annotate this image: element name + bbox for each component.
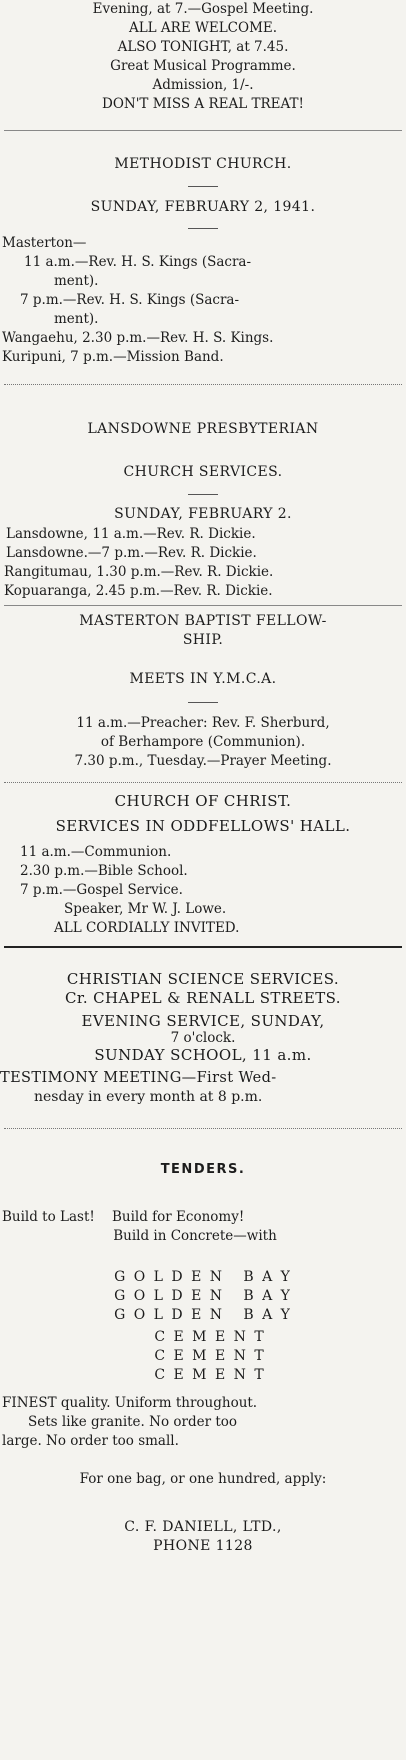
service-line: Speaker, Mr W. J. Lowe. <box>64 901 227 917</box>
service-line: 11 a.m.—Communion. <box>20 844 172 860</box>
divider <box>4 130 402 131</box>
methodist-date-wrap <box>0 198 406 217</box>
service-line: Lansdowne.—7 p.m.—Rev. R. Dickie. <box>6 545 257 561</box>
section-heading: CHURCH OF CHRIST. <box>114 792 292 810</box>
service-line: 7 o'clock. <box>170 1031 236 1046</box>
service-line: 11 a.m.—Preacher: Rev. F. Sherburd, <box>76 715 330 731</box>
divider <box>4 384 402 385</box>
service-line: Wangaehu, 2.30 p.m.—Rev. H. S. Kings. <box>2 330 274 346</box>
section-heading: TENDERS. <box>160 1162 246 1177</box>
service-line: Lansdowne, 11 a.m.—Rev. R. Dickie. <box>6 526 256 542</box>
firm-block <box>0 1518 406 1556</box>
section-heading: SHIP. <box>182 632 224 648</box>
service-line: Masterton— <box>2 235 87 251</box>
brand-block <box>0 1268 406 1325</box>
brand-line: G O L D E N B A Y <box>114 1269 292 1285</box>
brand-line: G O L D E N B A Y <box>114 1307 292 1323</box>
church-of-christ-section <box>0 792 406 836</box>
cement-block <box>0 1328 406 1385</box>
section-subheading: MEETS IN Y.M.C.A. <box>129 671 277 687</box>
section-subheading: Cr. CHAPEL & RENALL STREETS. <box>65 989 341 1007</box>
service-line: ment). <box>54 273 99 289</box>
service-line: TESTIMONY MEETING—First Wed- <box>0 1070 277 1086</box>
notice-line: Great Musical Programme. <box>110 58 296 74</box>
small-rule <box>188 494 218 495</box>
service-line: EVENING SERVICE, SUNDAY, <box>81 1012 325 1030</box>
service-line: 11 a.m.—Rev. H. S. Kings (Sacra- <box>24 254 252 270</box>
notice-line: ALL ARE WELCOME. <box>128 20 278 36</box>
service-line: nesday in every month at 8 p.m. <box>34 1089 263 1105</box>
service-line: 2.30 p.m.—Bible School. <box>20 863 188 879</box>
section-subheading: CHURCH SERVICES. <box>123 464 283 480</box>
firm-phone: PHONE 1128 <box>153 1538 253 1554</box>
small-rule <box>188 702 218 703</box>
notice-top <box>0 0 406 114</box>
section-heading: METHODIST CHURCH. <box>114 156 292 172</box>
section-heading: LANSDOWNE PRESBYTERIAN <box>87 421 319 437</box>
lansdowne-date-wrap <box>0 505 406 524</box>
ad-line: Sets like granite. No order too <box>28 1414 237 1430</box>
notice-line: DON'T MISS A REAL TREAT! <box>102 96 304 112</box>
lansdowne-sub-wrap <box>0 463 406 482</box>
service-line: Rangitumau, 1.30 p.m.—Rev. R. Dickie. <box>4 564 274 580</box>
baptist-section <box>0 612 406 650</box>
notice-line: ALSO TONIGHT, at 7.45. <box>117 39 289 55</box>
service-line: Kopuaranga, 2.45 p.m.—Rev. R. Dickie. <box>4 583 273 599</box>
service-line: ALL CORDIALLY INVITED. <box>54 920 240 936</box>
tenders-intro <box>0 1208 406 1246</box>
methodist-section <box>0 155 406 174</box>
firm-name: C. F. DANIELL, LTD., <box>124 1519 282 1535</box>
service-line: 7 p.m.—Gospel Service. <box>20 882 183 898</box>
lansdowne-section <box>0 420 406 439</box>
cement-line: C E M E N T <box>154 1348 266 1364</box>
small-rule <box>188 228 218 229</box>
baptist-sub-wrap <box>0 670 406 689</box>
lansdowne-services <box>0 525 406 601</box>
quality-block <box>0 1394 406 1451</box>
service-line: of Berhampore (Communion). <box>100 734 306 750</box>
cement-line: C E M E N T <box>154 1329 266 1345</box>
baptist-services <box>0 714 406 771</box>
section-heading: MASTERTON BAPTIST FELLOW- <box>79 613 327 629</box>
notice-line: Admission, 1/-. <box>152 77 254 93</box>
service-line: Kuripuni, 7 p.m.—Mission Band. <box>2 349 224 365</box>
brand-line: G O L D E N B A Y <box>114 1288 292 1304</box>
methodist-services <box>0 234 406 367</box>
section-subheading: SERVICES IN ODDFELLOWS' HALL. <box>55 817 351 835</box>
ad-line: FINEST quality. Uniform throughout. <box>2 1395 258 1411</box>
ad-line: Build to Last! Build for Economy! <box>2 1209 245 1225</box>
small-rule <box>188 186 218 187</box>
service-line: ment). <box>54 311 99 327</box>
notice-line: Evening, at 7.—Gospel Meeting. <box>92 1 314 17</box>
christ-services <box>0 843 406 938</box>
service-line: 7.30 p.m., Tuesday.—Prayer Meeting. <box>74 753 332 769</box>
section-date: SUNDAY, FEBRUARY 2. <box>114 506 292 522</box>
cement-line: C E M E N T <box>154 1367 266 1383</box>
ad-line: For one bag, or one hundred, apply: <box>79 1471 327 1487</box>
divider <box>4 1128 402 1129</box>
apply-block <box>0 1470 406 1489</box>
tenders-section <box>0 1160 406 1179</box>
section-date: SUNDAY, FEBRUARY 2, 1941. <box>90 199 316 215</box>
divider <box>4 605 402 606</box>
christian-science-section <box>0 970 406 1107</box>
divider <box>4 946 402 948</box>
service-line: 7 p.m.—Rev. H. S. Kings (Sacra- <box>20 292 240 308</box>
service-line: SUNDAY SCHOOL, 11 a.m. <box>94 1046 312 1064</box>
divider <box>4 782 402 783</box>
section-heading: CHRISTIAN SCIENCE SERVICES. <box>66 970 340 988</box>
ad-line: large. No order too small. <box>2 1433 179 1449</box>
ad-line: Build in Concrete—with <box>113 1228 277 1244</box>
